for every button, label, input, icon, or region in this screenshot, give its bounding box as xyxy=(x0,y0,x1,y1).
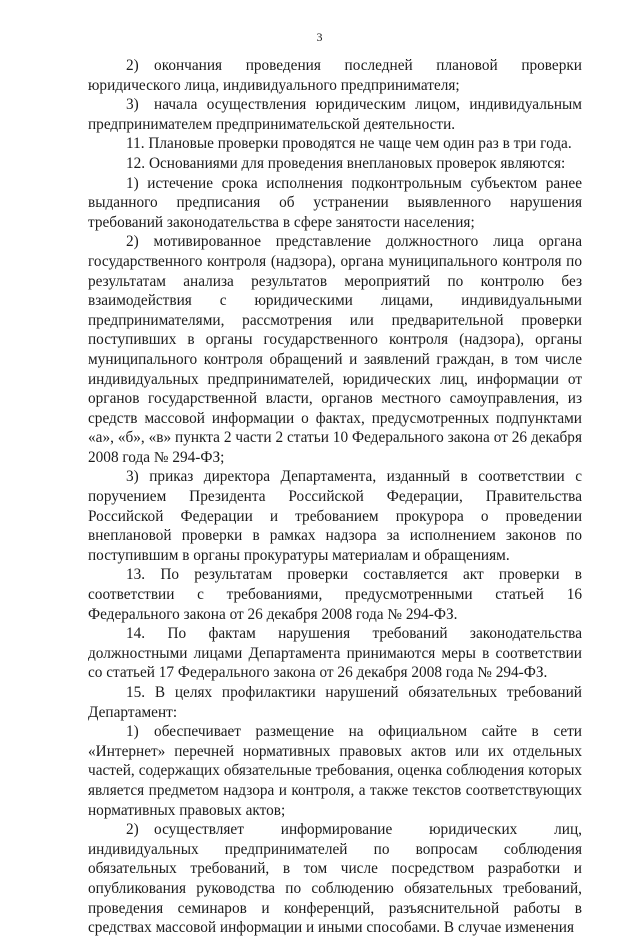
page-number: 3 xyxy=(316,30,323,44)
paragraph-10-2: 2) окончания проведения последней плановой проверки юридического лица, индивидуального предпринимателя; xyxy=(88,57,582,94)
paragraph-15-2: 2) осуществляет информирование юридических лиц, индивидуальных предпринимателей по вопросам соблюдения обязательных требований, в том числе посредством разработки и опубликования руководства по соблюдению обязательных требований, проведения семинаров и конференций, разъяснительной работы в средствах массовой информации и иными способами. В случае изменения xyxy=(88,821,582,937)
paragraph-12: 12. Основаниями для проведения внеплановых проверок являются: xyxy=(126,154,566,172)
paragraph-12-3: 3) приказ директора Департамента, изданный в соответствии с поручением Президента Российской Федерации, Правительства Российской Федерации и требованием прокурора о проведении внеплановой проверки в рамках надзора за исполнением законов по поступившим в органы прокуратуры материалам и обращениям. xyxy=(88,468,582,564)
paragraph-14: 14. По фактам нарушения требований законодательства должностными лицами Департамента принимаются меры в соответствии со статьей 17 Федерального закона от 26 декабря 2008 года № 294-ФЗ. xyxy=(88,625,582,682)
paragraph-11: 11. Плановые проверки проводятся не чаще чем один раз в три года. xyxy=(126,135,572,153)
paragraph-15: 15. В целях профилактики нарушений обязательных требований Департамент: xyxy=(88,684,582,721)
paragraph-13: 13. По результатам проверки составляется акт проверки в соответствии с требованиями, предусмотренными статьей 16 Федерального закона от 26 декабря 2008 года № 294-ФЗ. xyxy=(88,566,582,623)
paragraph-12-1: 1) истечение срока исполнения подконтрольным субъектом ранее выданного предписания об устранении выявленного нарушения требований законодательства в сфере занятости населения; xyxy=(88,174,582,231)
document-body xyxy=(88,56,582,938)
paragraph-10-3: 3) начала осуществления юридическим лицом, индивидуальным предпринимателем предпринимательской деятельности. xyxy=(88,96,582,133)
paragraph-12-2: 2) мотивированное представление должностного лица органа государственного контроля (надзора), органа муниципального контроля по результатам анализа результатов мероприятий по контролю без взаимодействия с юридическими лицами, индивидуальными предпринимателями, рассмотрения или предварительной проверки поступивших в органы государственного контроля (надзора), органы муниципального контроля обращений и заявлений граждан, в том числе индивидуальных предпринимателей, юридических лиц, информации от органов государственной власти, органов местного самоуправления, из средств массовой информации о фактах, предусмотренных подпунктами «а», «б», «в» пункта 2 части 2 статьи 10 Федерального закона от 26 декабря 2008 года № 294-ФЗ; xyxy=(88,233,582,466)
paragraph-15-1: 1) обеспечивает размещение на официальном сайте в сети «Интернет» перечней нормативных правовых актов или их отдельных частей, содержащих обязательные требования, оценка соблюдения которых является предметом надзора и контроля, а также текстов соответствующих нормативных правовых актов; xyxy=(88,723,582,819)
